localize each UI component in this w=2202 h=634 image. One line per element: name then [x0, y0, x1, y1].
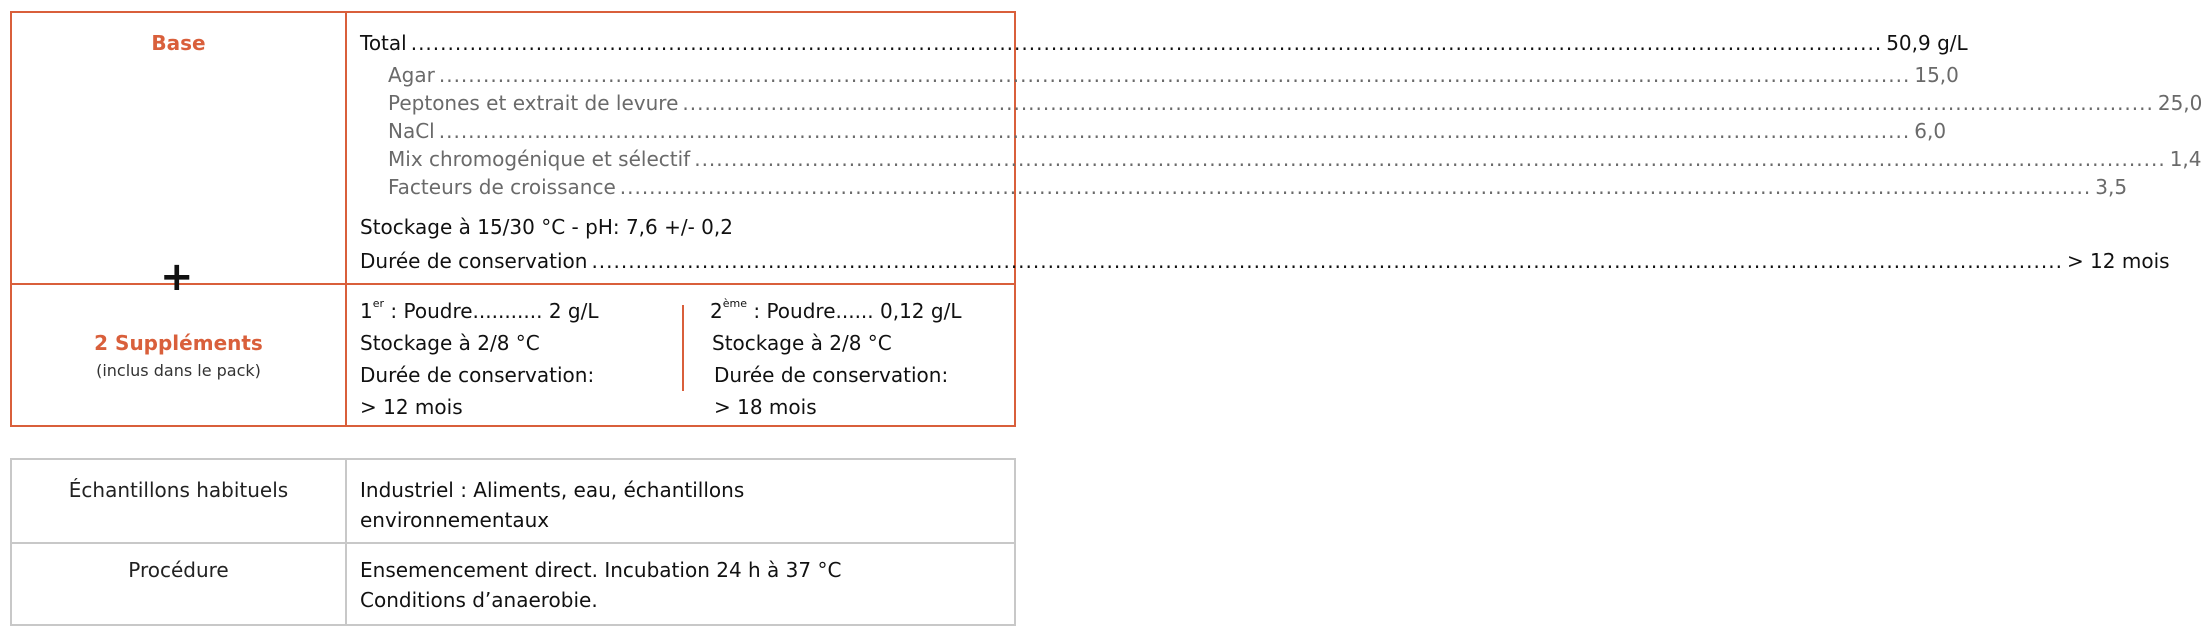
component-value: 15,0	[1914, 63, 1959, 87]
leader-dots: ........................................................................................................................................................................................................	[410, 31, 1883, 55]
supplements-title: 2 Suppléments	[94, 331, 263, 355]
component-row	[388, 91, 2202, 115]
component-row	[388, 175, 2128, 199]
supplement-1-powder-text: : Poudre........... 2 g/L	[384, 299, 599, 323]
supplement-2-powder-text: : Poudre...... 0,12 g/L	[747, 299, 962, 323]
component-value: 6,0	[1914, 119, 1947, 143]
component-label: Agar	[388, 63, 435, 87]
component-value: 25,0	[2157, 91, 2202, 115]
row-divider	[12, 542, 1014, 544]
component-value: 1,4	[2169, 147, 2202, 171]
leader-dots: ........................................................................................................................................................................................................	[682, 91, 2154, 115]
supplement-2-ordinal: 2	[710, 299, 723, 323]
supplements-note: (inclus dans le pack)	[96, 361, 261, 380]
supplement-2-powder	[710, 299, 961, 323]
component-label: NaCl	[388, 119, 435, 143]
supplement-2-shelf-label: Durée de conservation:	[714, 363, 949, 387]
shelf-life-row	[360, 249, 2170, 273]
total-row	[360, 31, 1968, 55]
samples-line-2: environnementaux	[360, 508, 550, 532]
supplement-1-shelf-label: Durée de conservation:	[360, 363, 595, 387]
supplement-1-powder	[360, 299, 598, 323]
leader-dots: ........................................................................................................................................................................................................	[438, 119, 1911, 143]
column-divider	[345, 13, 347, 425]
supplement-2-shelf-value: > 18 mois	[714, 395, 817, 419]
procedure-label: Procédure	[128, 558, 229, 582]
plus-sign: +	[160, 254, 194, 300]
info-table	[10, 458, 1016, 626]
total-label: Total	[360, 31, 407, 55]
leader-dots: ........................................................................................................................................................................................................	[694, 147, 2166, 171]
samples-line-1: Industriel : Aliments, eau, échantillons	[360, 478, 745, 502]
supplement-2-ordinal-suffix: ème	[722, 297, 747, 310]
component-value: 3,5	[2095, 175, 2128, 199]
leader-dots: ........................................................................................................................................................................................................	[591, 249, 2063, 273]
procedure-line-1: Ensemencement direct. Incubation 24 h à 37 °C	[360, 558, 842, 582]
base-storage: Stockage à 15/30 °C - pH: 7,6 +/- 0,2	[360, 215, 733, 239]
composition-table	[10, 11, 2202, 427]
base-title: Base	[151, 31, 206, 55]
procedure-line-2: Conditions d’anaerobie.	[360, 588, 598, 612]
leader-dots: ........................................................................................................................................................................................................	[619, 175, 2092, 199]
supplement-2-storage: Stockage à 2/8 °C	[712, 331, 892, 355]
component-label: Facteurs de croissance	[388, 175, 616, 199]
supplement-1-storage: Stockage à 2/8 °C	[360, 331, 540, 355]
component-row	[388, 63, 1959, 87]
total-value: 50,9 g/L	[1886, 31, 1968, 55]
supplement-1-ordinal-suffix: er	[372, 297, 385, 310]
component-row	[388, 147, 2202, 171]
samples-label: Échantillons habituels	[68, 478, 289, 502]
supplement-1-shelf-value: > 12 mois	[360, 395, 463, 419]
component-row	[388, 119, 1947, 143]
supplement-1-ordinal: 1	[360, 299, 373, 323]
supplement-divider	[682, 305, 684, 391]
leader-dots: ........................................................................................................................................................................................................	[438, 63, 1911, 87]
component-label: Mix chromogénique et sélectif	[388, 147, 691, 171]
component-label: Peptones et extrait de levure	[388, 91, 679, 115]
shelf-life-label: Durée de conservation	[360, 249, 588, 273]
shelf-life-value: > 12 mois	[2066, 249, 2170, 273]
